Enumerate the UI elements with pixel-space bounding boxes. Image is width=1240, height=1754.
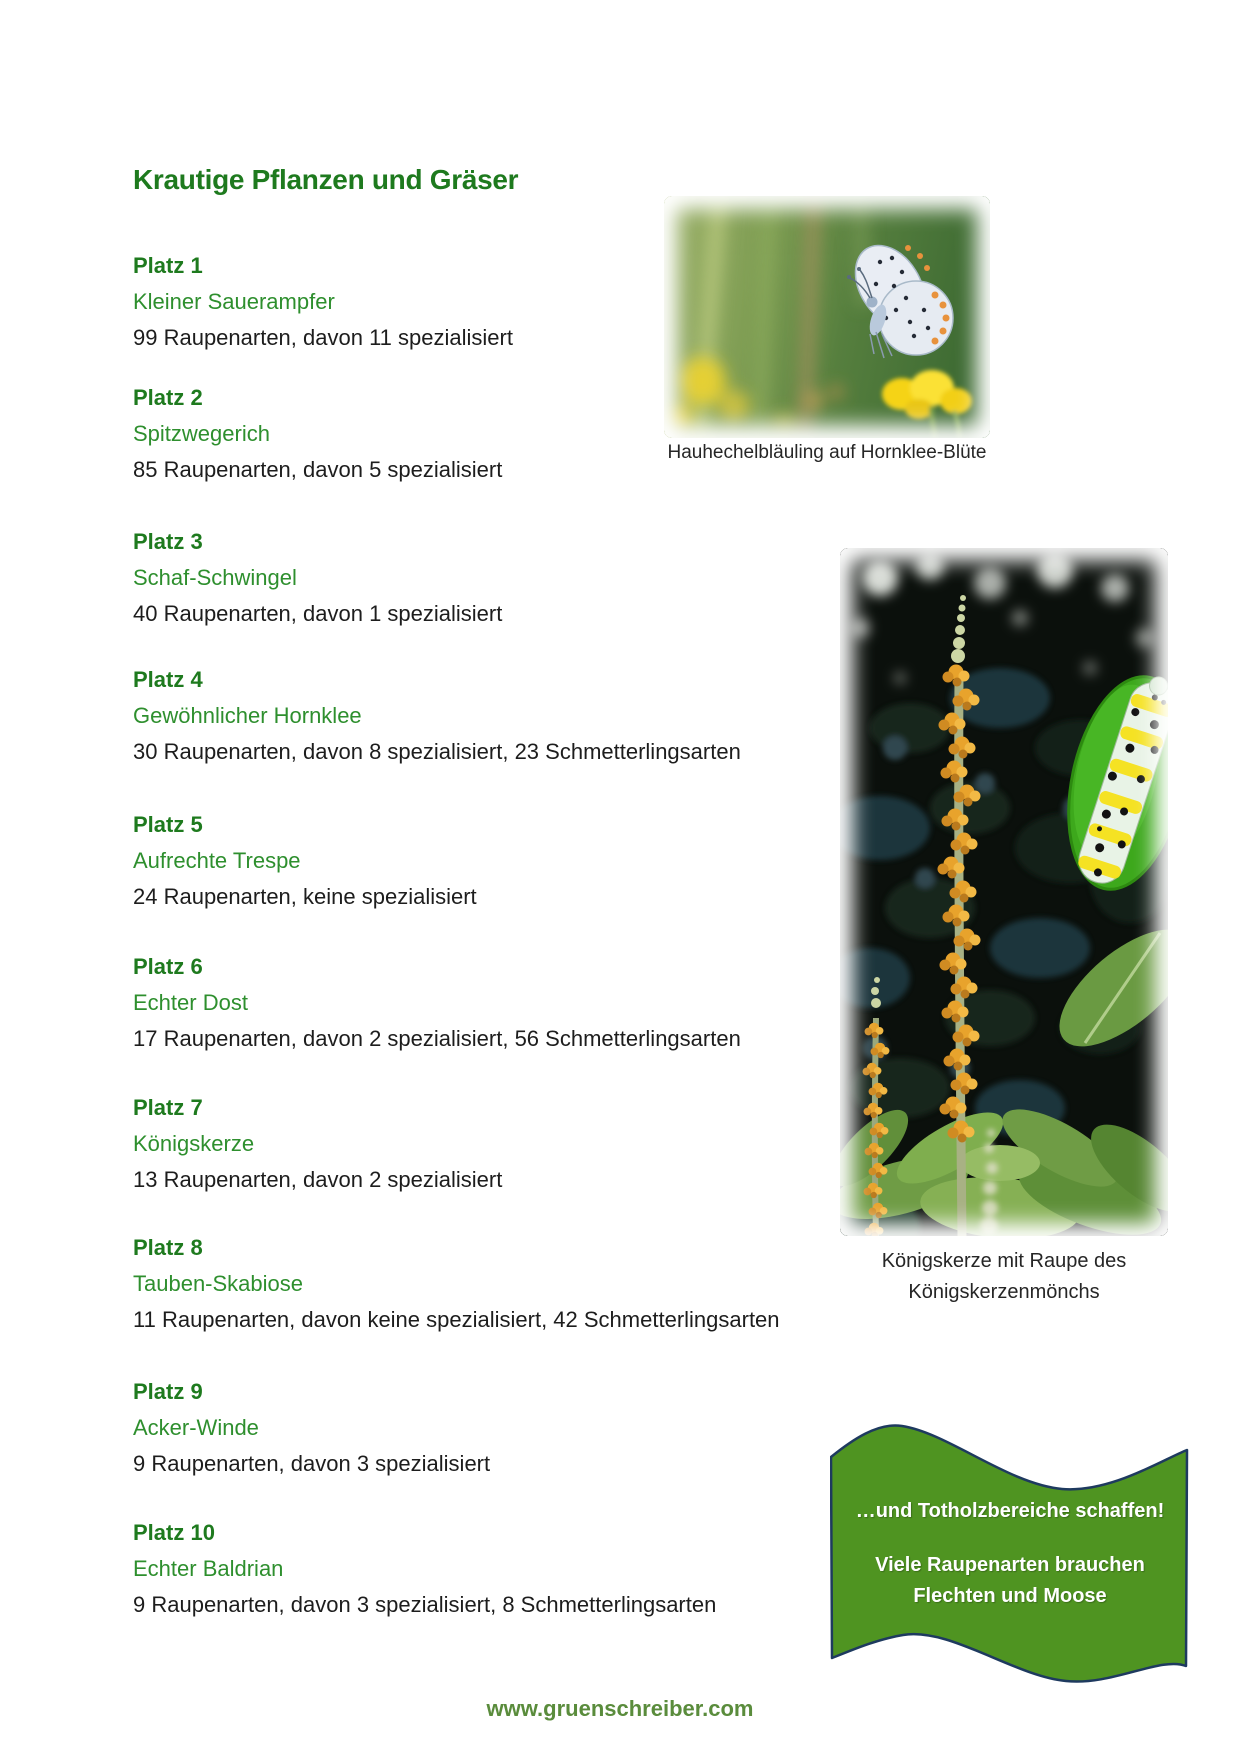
entry-stats: 11 Raupenarten, davon keine spezialisiert, 42 Schmetterlingsarten — [133, 1307, 780, 1332]
ranking-entry — [133, 662, 853, 770]
ranking-entry — [133, 1230, 853, 1338]
entry-stats: 40 Raupenarten, davon 1 spezialisiert — [133, 601, 503, 626]
entry-plant-name: Echter Baldrian — [133, 1556, 284, 1581]
entry-place-label: Platz 9 — [133, 1379, 203, 1404]
entry-plant-name: Gewöhnlicher Hornklee — [133, 703, 362, 728]
mullein-caption-line1: Königskerze mit Raupe des — [881, 1250, 1127, 1272]
ribbon-text-line2: Viele Raupenarten brauchen — [875, 1554, 1145, 1576]
ranking-entry — [133, 807, 853, 915]
entry-plant-name: Kleiner Sauerampfer — [133, 289, 335, 314]
ranking-entry — [133, 1374, 853, 1482]
entry-plant-name: Acker-Winde — [133, 1415, 259, 1440]
mullein-photo-art — [840, 548, 1168, 1236]
entry-plant-name: Tauben-Skabiose — [133, 1271, 304, 1296]
entry-plant-name: Schaf-Schwingel — [133, 565, 297, 590]
ribbon-banner — [830, 1424, 1190, 1686]
page-title: Krautige Pflanzen und Gräser — [133, 164, 519, 195]
website-link[interactable]: www.gruenschreiber.com — [486, 1696, 754, 1721]
entry-stats: 9 Raupenarten, davon 3 spezialisiert — [133, 1451, 491, 1476]
ranking-entry — [133, 524, 853, 632]
entry-stats: 85 Raupenarten, davon 5 spezialisiert — [133, 457, 503, 482]
entry-stats: 9 Raupenarten, davon 3 spezialisiert, 8 Schmetterlingsarten — [133, 1592, 717, 1617]
entry-place-label: Platz 3 — [133, 529, 203, 554]
entry-stats: 24 Raupenarten, keine spezialisiert — [133, 884, 477, 909]
entry-place-label: Platz 10 — [133, 1520, 215, 1545]
ranking-entry — [133, 1090, 853, 1198]
entry-plant-name: Echter Dost — [133, 990, 248, 1015]
mullein-photo — [840, 548, 1168, 1236]
ranking-entry — [133, 1515, 853, 1623]
butterfly-caption: Hauhechelbläuling auf Hornklee-Blüte — [667, 442, 987, 463]
entry-plant-name: Königskerze — [133, 1131, 255, 1156]
entry-place-label: Platz 5 — [133, 812, 203, 837]
entry-place-label: Platz 7 — [133, 1095, 203, 1120]
entry-place-label: Platz 8 — [133, 1235, 203, 1260]
mullein-caption — [822, 1246, 1186, 1308]
entry-place-label: Platz 6 — [133, 954, 203, 979]
ribbon-text-line1: …und Totholzbereiche schaffen! — [855, 1500, 1165, 1522]
entry-place-label: Platz 1 — [133, 253, 203, 278]
butterfly-photo-art — [664, 196, 990, 438]
ranking-entry — [133, 949, 853, 1057]
mullein-caption-line2: Königskerzenmönchs — [908, 1281, 1100, 1303]
butterfly-photo — [664, 196, 990, 438]
entry-stats: 30 Raupenarten, davon 8 spezialisiert, 23 Schmetterlingsarten — [133, 739, 741, 764]
entry-place-label: Platz 4 — [133, 667, 203, 692]
entry-plant-name: Spitzwegerich — [133, 421, 270, 446]
entry-stats: 17 Raupenarten, davon 2 spezialisiert, 56 Schmetterlingsarten — [133, 1026, 741, 1051]
entry-stats: 99 Raupenarten, davon 11 spezialisiert — [133, 325, 513, 350]
entry-place-label: Platz 2 — [133, 385, 203, 410]
entry-plant-name: Aufrechte Trespe — [133, 848, 301, 873]
ribbon-text-line3: Flechten und Moose — [913, 1585, 1107, 1607]
entry-stats: 13 Raupenarten, davon 2 spezialisiert — [133, 1167, 503, 1192]
